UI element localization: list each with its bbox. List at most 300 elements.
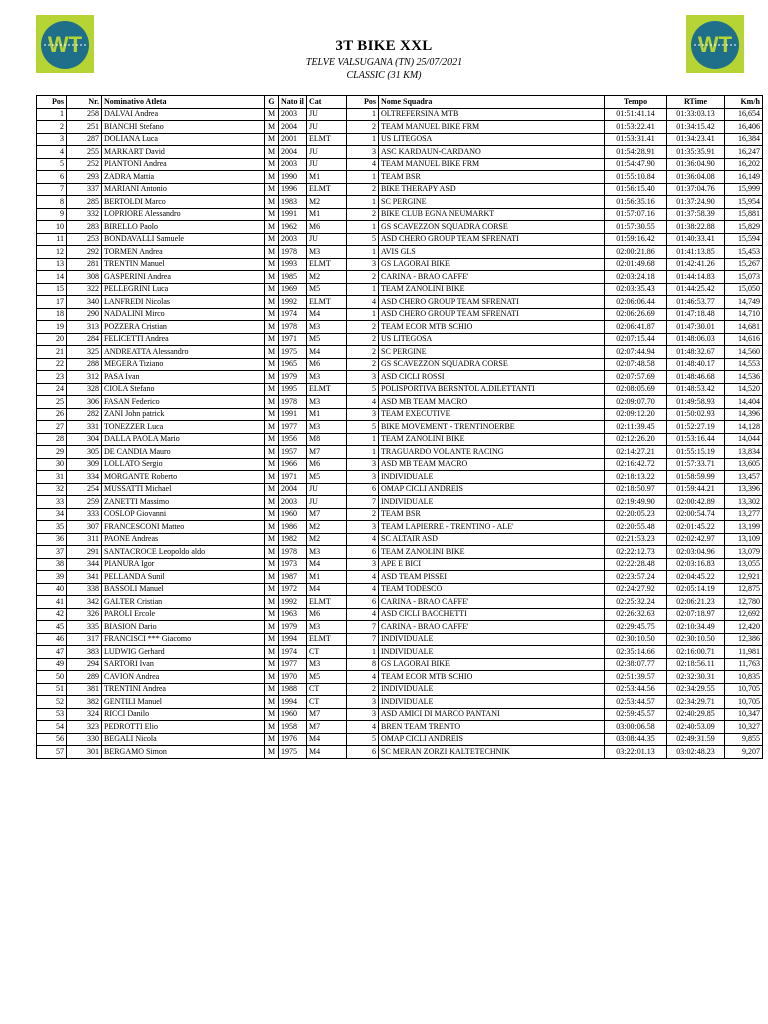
cell-speed: 14,560 bbox=[725, 346, 763, 359]
cell-gender: M bbox=[265, 333, 279, 346]
cell-rtime: 01:37:24.90 bbox=[667, 196, 725, 209]
cell-speed: 16,202 bbox=[725, 158, 763, 171]
cell-category: ELMT bbox=[307, 596, 347, 609]
cell-speed: 13,834 bbox=[725, 446, 763, 459]
cell-category-pos: 2 bbox=[347, 208, 379, 221]
table-row bbox=[37, 321, 763, 334]
cell-gender: M bbox=[265, 596, 279, 609]
cell-speed: 15,050 bbox=[725, 283, 763, 296]
cell-athlete: MORGANTE Roberto bbox=[102, 471, 265, 484]
cell-rtime: 01:50:02.93 bbox=[667, 408, 725, 421]
cell-team: TEAM ECOR MTB SCHIO bbox=[379, 671, 605, 684]
cell-rtime: 02:00:54.74 bbox=[667, 508, 725, 521]
cell-speed: 13,302 bbox=[725, 496, 763, 509]
cell-gender: M bbox=[265, 671, 279, 684]
col-header-team: Nome Squadra bbox=[379, 96, 605, 109]
table-row bbox=[37, 471, 763, 484]
cell-time: 01:56:15.40 bbox=[605, 183, 667, 196]
cell-birth-year: 2001 bbox=[279, 133, 307, 146]
cell-birth-year: 1977 bbox=[279, 421, 307, 434]
cell-rtime: 01:34:23.41 bbox=[667, 133, 725, 146]
cell-category-pos: 6 bbox=[347, 596, 379, 609]
cell-birth-year: 1979 bbox=[279, 621, 307, 634]
cell-number: 341 bbox=[67, 571, 102, 584]
cell-category-pos: 1 bbox=[347, 108, 379, 121]
cell-team: BIKE CLUB EGNA NEUMARKT bbox=[379, 208, 605, 221]
cell-birth-year: 1969 bbox=[279, 283, 307, 296]
cell-category: M4 bbox=[307, 558, 347, 571]
cell-number: 281 bbox=[67, 258, 102, 271]
cell-athlete: BERTOLDI Marco bbox=[102, 196, 265, 209]
cell-speed: 15,453 bbox=[725, 246, 763, 259]
cell-team: TEAM ECOR MTB SCHIO bbox=[379, 321, 605, 334]
cell-pos: 37 bbox=[37, 546, 67, 559]
cell-gender: M bbox=[265, 583, 279, 596]
cell-time: 02:23:57.24 bbox=[605, 571, 667, 584]
cell-speed: 15,594 bbox=[725, 233, 763, 246]
cell-time: 01:53:22.41 bbox=[605, 121, 667, 134]
cell-pos: 57 bbox=[37, 746, 67, 759]
cell-category-pos: 5 bbox=[347, 233, 379, 246]
cell-category: M4 bbox=[307, 733, 347, 746]
cell-birth-year: 1982 bbox=[279, 533, 307, 546]
cell-team: ASD MB TEAM MACRO bbox=[379, 458, 605, 471]
cell-gender: M bbox=[265, 383, 279, 396]
cell-athlete: GALTER Cristian bbox=[102, 596, 265, 609]
cell-team: ASD CHERO GROUP TEAM SFRENATI bbox=[379, 233, 605, 246]
cell-pos: 50 bbox=[37, 671, 67, 684]
cell-gender: M bbox=[265, 183, 279, 196]
cell-speed: 15,881 bbox=[725, 208, 763, 221]
col-header-number: Nr. bbox=[67, 96, 102, 109]
cell-athlete: PASA Ivan bbox=[102, 371, 265, 384]
table-row bbox=[37, 396, 763, 409]
cell-category: ELMT bbox=[307, 258, 347, 271]
col-header-category-pos: Pos bbox=[347, 96, 379, 109]
cell-time: 02:11:39.45 bbox=[605, 421, 667, 434]
cell-time: 02:01:49.68 bbox=[605, 258, 667, 271]
cell-speed: 10,835 bbox=[725, 671, 763, 684]
cell-category-pos: 2 bbox=[347, 358, 379, 371]
cell-number: 338 bbox=[67, 583, 102, 596]
cell-number: 252 bbox=[67, 158, 102, 171]
cell-time: 02:29:45.75 bbox=[605, 621, 667, 634]
cell-pos: 8 bbox=[37, 196, 67, 209]
cell-athlete: LOPRIORE Alessandro bbox=[102, 208, 265, 221]
cell-gender: M bbox=[265, 696, 279, 709]
cell-number: 285 bbox=[67, 196, 102, 209]
cell-pos: 45 bbox=[37, 621, 67, 634]
cell-rtime: 02:40:29.85 bbox=[667, 708, 725, 721]
table-row bbox=[37, 171, 763, 184]
cell-pos: 20 bbox=[37, 333, 67, 346]
cell-time: 02:24:27.92 bbox=[605, 583, 667, 596]
cell-team: US LITEGOSA bbox=[379, 333, 605, 346]
table-row bbox=[37, 646, 763, 659]
cell-rtime: 02:18:56.11 bbox=[667, 658, 725, 671]
table-row bbox=[37, 133, 763, 146]
cell-athlete: LUDWIG Gerhard bbox=[102, 646, 265, 659]
cell-athlete: MARKART David bbox=[102, 146, 265, 159]
cell-category-pos: 7 bbox=[347, 633, 379, 646]
cell-category-pos: 2 bbox=[347, 121, 379, 134]
cell-pos: 11 bbox=[37, 233, 67, 246]
cell-category: ELMT bbox=[307, 183, 347, 196]
cell-rtime: 01:42:41.26 bbox=[667, 258, 725, 271]
cell-time: 01:57:30.55 bbox=[605, 221, 667, 234]
cell-time: 02:14:27.21 bbox=[605, 446, 667, 459]
cell-category-pos: 8 bbox=[347, 658, 379, 671]
race-category: CLASSIC (31 KM) bbox=[346, 70, 422, 81]
cell-gender: M bbox=[265, 458, 279, 471]
cell-birth-year: 1975 bbox=[279, 746, 307, 759]
table-row bbox=[37, 671, 763, 684]
cell-category: JU bbox=[307, 146, 347, 159]
cell-category: ELMT bbox=[307, 296, 347, 309]
cell-athlete: TRENTIN Manuel bbox=[102, 258, 265, 271]
cell-category: M3 bbox=[307, 546, 347, 559]
table-row bbox=[37, 146, 763, 159]
cell-category: ELMT bbox=[307, 383, 347, 396]
cell-number: 326 bbox=[67, 608, 102, 621]
svg-text:WT: WT bbox=[697, 32, 733, 57]
cell-team: ASC KARDAUN-CARDANO bbox=[379, 146, 605, 159]
cell-birth-year: 1958 bbox=[279, 721, 307, 734]
cell-rtime: 01:48:46.68 bbox=[667, 371, 725, 384]
col-header-time: Tempo bbox=[605, 96, 667, 109]
cell-category: M1 bbox=[307, 208, 347, 221]
cell-athlete: DALVAI Andrea bbox=[102, 108, 265, 121]
cell-category-pos: 2 bbox=[347, 333, 379, 346]
cell-time: 02:06:26.69 bbox=[605, 308, 667, 321]
cell-gender: M bbox=[265, 246, 279, 259]
cell-birth-year: 1991 bbox=[279, 208, 307, 221]
cell-rtime: 01:38:22.88 bbox=[667, 221, 725, 234]
cell-category: M4 bbox=[307, 746, 347, 759]
cell-time: 02:00:21.86 bbox=[605, 246, 667, 259]
cell-category-pos: 5 bbox=[347, 383, 379, 396]
table-row bbox=[37, 708, 763, 721]
cell-team: TEAM BSR bbox=[379, 508, 605, 521]
cell-gender: M bbox=[265, 208, 279, 221]
cell-team: CARINA - BRAO CAFFE' bbox=[379, 596, 605, 609]
cell-gender: M bbox=[265, 396, 279, 409]
cell-birth-year: 2004 bbox=[279, 121, 307, 134]
cell-number: 284 bbox=[67, 333, 102, 346]
cell-number: 290 bbox=[67, 308, 102, 321]
cell-team: BIKE THERAPY ASD bbox=[379, 183, 605, 196]
table-row bbox=[37, 683, 763, 696]
cell-category-pos: 3 bbox=[347, 708, 379, 721]
cell-category-pos: 3 bbox=[347, 146, 379, 159]
cell-team: TEAM LAPIERRE - TRENTINO - ALE' bbox=[379, 521, 605, 534]
cell-pos: 17 bbox=[37, 296, 67, 309]
cell-gender: M bbox=[265, 133, 279, 146]
cell-pos: 30 bbox=[37, 458, 67, 471]
cell-gender: M bbox=[265, 283, 279, 296]
cell-team: TEAM MANUEL BIKE FRM bbox=[379, 121, 605, 134]
cell-birth-year: 1990 bbox=[279, 171, 307, 184]
cell-time: 02:30:10.50 bbox=[605, 633, 667, 646]
cell-category-pos: 1 bbox=[347, 308, 379, 321]
cell-number: 255 bbox=[67, 146, 102, 159]
cell-number: 305 bbox=[67, 446, 102, 459]
cell-team: TEAM ZANOLINI BIKE bbox=[379, 546, 605, 559]
cell-category-pos: 1 bbox=[347, 133, 379, 146]
cell-rtime: 01:37:58.39 bbox=[667, 208, 725, 221]
cell-team: POLISPORTIVA BERSNTOL A.DILETTANTI bbox=[379, 383, 605, 396]
cell-pos: 46 bbox=[37, 633, 67, 646]
cell-team: SC PERGINE bbox=[379, 346, 605, 359]
cell-gender: M bbox=[265, 608, 279, 621]
table-row bbox=[37, 383, 763, 396]
cell-birth-year: 1985 bbox=[279, 271, 307, 284]
cell-category: M3 bbox=[307, 396, 347, 409]
cell-gender: M bbox=[265, 408, 279, 421]
cell-team: SC PERGINE bbox=[379, 196, 605, 209]
cell-category-pos: 1 bbox=[347, 283, 379, 296]
cell-number: 301 bbox=[67, 746, 102, 759]
cell-category: JU bbox=[307, 121, 347, 134]
cell-rtime: 02:02:42.97 bbox=[667, 533, 725, 546]
cell-category: M3 bbox=[307, 658, 347, 671]
cell-rtime: 01:47:30.01 bbox=[667, 321, 725, 334]
cell-rtime: 01:48:40.17 bbox=[667, 358, 725, 371]
cell-category-pos: 2 bbox=[347, 271, 379, 284]
table-row bbox=[37, 621, 763, 634]
cell-rtime: 02:06:21.23 bbox=[667, 596, 725, 609]
cell-number: 382 bbox=[67, 696, 102, 709]
cell-number: 294 bbox=[67, 658, 102, 671]
cell-rtime: 01:41:13.85 bbox=[667, 246, 725, 259]
cell-birth-year: 2003 bbox=[279, 108, 307, 121]
cell-number: 304 bbox=[67, 433, 102, 446]
cell-pos: 5 bbox=[37, 158, 67, 171]
cell-pos: 25 bbox=[37, 396, 67, 409]
cell-rtime: 01:34:15.42 bbox=[667, 121, 725, 134]
cell-athlete: PIANURA Igor bbox=[102, 558, 265, 571]
cell-number: 289 bbox=[67, 671, 102, 684]
cell-category: M3 bbox=[307, 321, 347, 334]
table-row bbox=[37, 458, 763, 471]
cell-team: INDIVIDUALE bbox=[379, 471, 605, 484]
cell-birth-year: 1978 bbox=[279, 321, 307, 334]
cell-team: ASD CICLI BACCHETTI bbox=[379, 608, 605, 621]
cell-gender: M bbox=[265, 496, 279, 509]
cell-athlete: FRANCESCONI Matteo bbox=[102, 521, 265, 534]
cell-pos: 13 bbox=[37, 258, 67, 271]
cell-team: BIKE MOVEMENT - TRENTINOERBE bbox=[379, 421, 605, 434]
cell-number: 313 bbox=[67, 321, 102, 334]
cell-team: OLTREFERSINA MTB bbox=[379, 108, 605, 121]
cell-athlete: GASPERINI Andrea bbox=[102, 271, 265, 284]
cell-time: 02:51:39.57 bbox=[605, 671, 667, 684]
cell-team: US LITEGOSA bbox=[379, 133, 605, 146]
cell-speed: 15,999 bbox=[725, 183, 763, 196]
cell-birth-year: 1986 bbox=[279, 521, 307, 534]
cell-pos: 54 bbox=[37, 721, 67, 734]
cell-category-pos: 2 bbox=[347, 508, 379, 521]
cell-category: M3 bbox=[307, 246, 347, 259]
table-row bbox=[37, 333, 763, 346]
cell-category-pos: 3 bbox=[347, 458, 379, 471]
table-row bbox=[37, 208, 763, 221]
cell-birth-year: 1983 bbox=[279, 196, 307, 209]
cell-team: ASD CHERO GROUP TEAM SFRENATI bbox=[379, 296, 605, 309]
cell-number: 331 bbox=[67, 421, 102, 434]
cell-category-pos: 2 bbox=[347, 183, 379, 196]
cell-athlete: LOLLATO Sergio bbox=[102, 458, 265, 471]
cell-category: M1 bbox=[307, 171, 347, 184]
cell-category: JU bbox=[307, 108, 347, 121]
cell-pos: 7 bbox=[37, 183, 67, 196]
cell-rtime: 02:40:53.09 bbox=[667, 721, 725, 734]
table-row bbox=[37, 571, 763, 584]
cell-rtime: 01:36:04.90 bbox=[667, 158, 725, 171]
cell-category: M7 bbox=[307, 708, 347, 721]
cell-pos: 9 bbox=[37, 208, 67, 221]
cell-pos: 31 bbox=[37, 471, 67, 484]
table-row bbox=[37, 596, 763, 609]
cell-birth-year: 2003 bbox=[279, 158, 307, 171]
cell-category: M1 bbox=[307, 571, 347, 584]
col-header-speed: Km/h bbox=[725, 96, 763, 109]
cell-athlete: SARTORI Ivan bbox=[102, 658, 265, 671]
cell-team: ASD CHERO GROUP TEAM SFRENATI bbox=[379, 308, 605, 321]
table-row bbox=[37, 358, 763, 371]
cell-birth-year: 1978 bbox=[279, 546, 307, 559]
table-row bbox=[37, 371, 763, 384]
col-header-category: Cat bbox=[307, 96, 347, 109]
cell-speed: 12,921 bbox=[725, 571, 763, 584]
table-row bbox=[37, 108, 763, 121]
cell-athlete: POZZERA Cristian bbox=[102, 321, 265, 334]
cell-time: 02:20:05.23 bbox=[605, 508, 667, 521]
cell-team: TRAGUARDO VOLANTE RACING bbox=[379, 446, 605, 459]
cell-pos: 18 bbox=[37, 308, 67, 321]
cell-time: 01:54:28.91 bbox=[605, 146, 667, 159]
cell-category-pos: 2 bbox=[347, 321, 379, 334]
cell-category-pos: 1 bbox=[347, 646, 379, 659]
cell-time: 02:07:44.94 bbox=[605, 346, 667, 359]
cell-rtime: 01:48:32.67 bbox=[667, 346, 725, 359]
cell-time: 03:22:01.13 bbox=[605, 746, 667, 759]
cell-speed: 11,763 bbox=[725, 658, 763, 671]
cell-speed: 14,616 bbox=[725, 333, 763, 346]
col-header-pos: Pos bbox=[37, 96, 67, 109]
table-row bbox=[37, 633, 763, 646]
cell-time: 02:12:26.20 bbox=[605, 433, 667, 446]
cell-number: 328 bbox=[67, 383, 102, 396]
cell-athlete: CIOLA Stefano bbox=[102, 383, 265, 396]
cell-category-pos: 4 bbox=[347, 571, 379, 584]
table-row bbox=[37, 258, 763, 271]
cell-birth-year: 1976 bbox=[279, 733, 307, 746]
cell-athlete: BERGAMO Simon bbox=[102, 746, 265, 759]
cell-rtime: 02:00:42.89 bbox=[667, 496, 725, 509]
cell-rtime: 01:53:16.44 bbox=[667, 433, 725, 446]
cell-birth-year: 1996 bbox=[279, 183, 307, 196]
cell-team: OMAP CICLI ANDREIS bbox=[379, 733, 605, 746]
cell-category: M6 bbox=[307, 221, 347, 234]
cell-pos: 34 bbox=[37, 508, 67, 521]
cell-athlete: COSLOP Giovanni bbox=[102, 508, 265, 521]
cell-number: 253 bbox=[67, 233, 102, 246]
cell-pos: 41 bbox=[37, 596, 67, 609]
cell-time: 01:54:47.90 bbox=[605, 158, 667, 171]
cell-athlete: MUSSATTI Michael bbox=[102, 483, 265, 496]
cell-speed: 14,553 bbox=[725, 358, 763, 371]
cell-pos: 21 bbox=[37, 346, 67, 359]
cell-rtime: 01:44:25.42 bbox=[667, 283, 725, 296]
cell-category-pos: 3 bbox=[347, 558, 379, 571]
table-row bbox=[37, 721, 763, 734]
cell-pos: 42 bbox=[37, 608, 67, 621]
cell-team: TEAM ZANOLINI BIKE bbox=[379, 433, 605, 446]
table-row bbox=[37, 583, 763, 596]
cell-category: M2 bbox=[307, 271, 347, 284]
cell-speed: 14,396 bbox=[725, 408, 763, 421]
cell-pos: 6 bbox=[37, 171, 67, 184]
table-row bbox=[37, 546, 763, 559]
cell-athlete: PELLEGRINI Luca bbox=[102, 283, 265, 296]
cell-category: M4 bbox=[307, 583, 347, 596]
cell-speed: 14,681 bbox=[725, 321, 763, 334]
cell-team: GS LAGORAI BIKE bbox=[379, 658, 605, 671]
table-row bbox=[37, 433, 763, 446]
cell-category: M5 bbox=[307, 333, 347, 346]
cell-gender: M bbox=[265, 108, 279, 121]
cell-number: 324 bbox=[67, 708, 102, 721]
cell-time: 02:16:42.72 bbox=[605, 458, 667, 471]
cell-athlete: FASAN Federico bbox=[102, 396, 265, 409]
cell-birth-year: 2004 bbox=[279, 483, 307, 496]
table-row bbox=[37, 233, 763, 246]
table-row bbox=[37, 521, 763, 534]
cell-pos: 1 bbox=[37, 108, 67, 121]
cell-category: M6 bbox=[307, 608, 347, 621]
cell-category-pos: 3 bbox=[347, 471, 379, 484]
cell-speed: 13,079 bbox=[725, 546, 763, 559]
cell-category-pos: 6 bbox=[347, 746, 379, 759]
cell-team: INDIVIDUALE bbox=[379, 683, 605, 696]
cell-athlete: DOLIANA Luca bbox=[102, 133, 265, 146]
cell-category-pos: 4 bbox=[347, 608, 379, 621]
cell-birth-year: 1965 bbox=[279, 358, 307, 371]
cell-rtime: 01:46:53.77 bbox=[667, 296, 725, 309]
cell-pos: 15 bbox=[37, 283, 67, 296]
col-header-rtime: RTime bbox=[667, 96, 725, 109]
cell-team: AVIS GLS bbox=[379, 246, 605, 259]
cell-athlete: DE CANDIA Mauro bbox=[102, 446, 265, 459]
cell-gender: M bbox=[265, 533, 279, 546]
cell-birth-year: 1988 bbox=[279, 683, 307, 696]
cell-gender: M bbox=[265, 221, 279, 234]
cell-category: M7 bbox=[307, 446, 347, 459]
cell-number: 259 bbox=[67, 496, 102, 509]
cell-speed: 14,536 bbox=[725, 371, 763, 384]
cell-gender: M bbox=[265, 421, 279, 434]
cell-speed: 16,247 bbox=[725, 146, 763, 159]
cell-team: ASD CICLI ROSSI bbox=[379, 371, 605, 384]
cell-athlete: BIASION Dario bbox=[102, 621, 265, 634]
cell-number: 251 bbox=[67, 121, 102, 134]
cell-gender: M bbox=[265, 558, 279, 571]
cell-category-pos: 2 bbox=[347, 346, 379, 359]
cell-birth-year: 1963 bbox=[279, 608, 307, 621]
cell-time: 02:07:57.69 bbox=[605, 371, 667, 384]
cell-category-pos: 5 bbox=[347, 421, 379, 434]
